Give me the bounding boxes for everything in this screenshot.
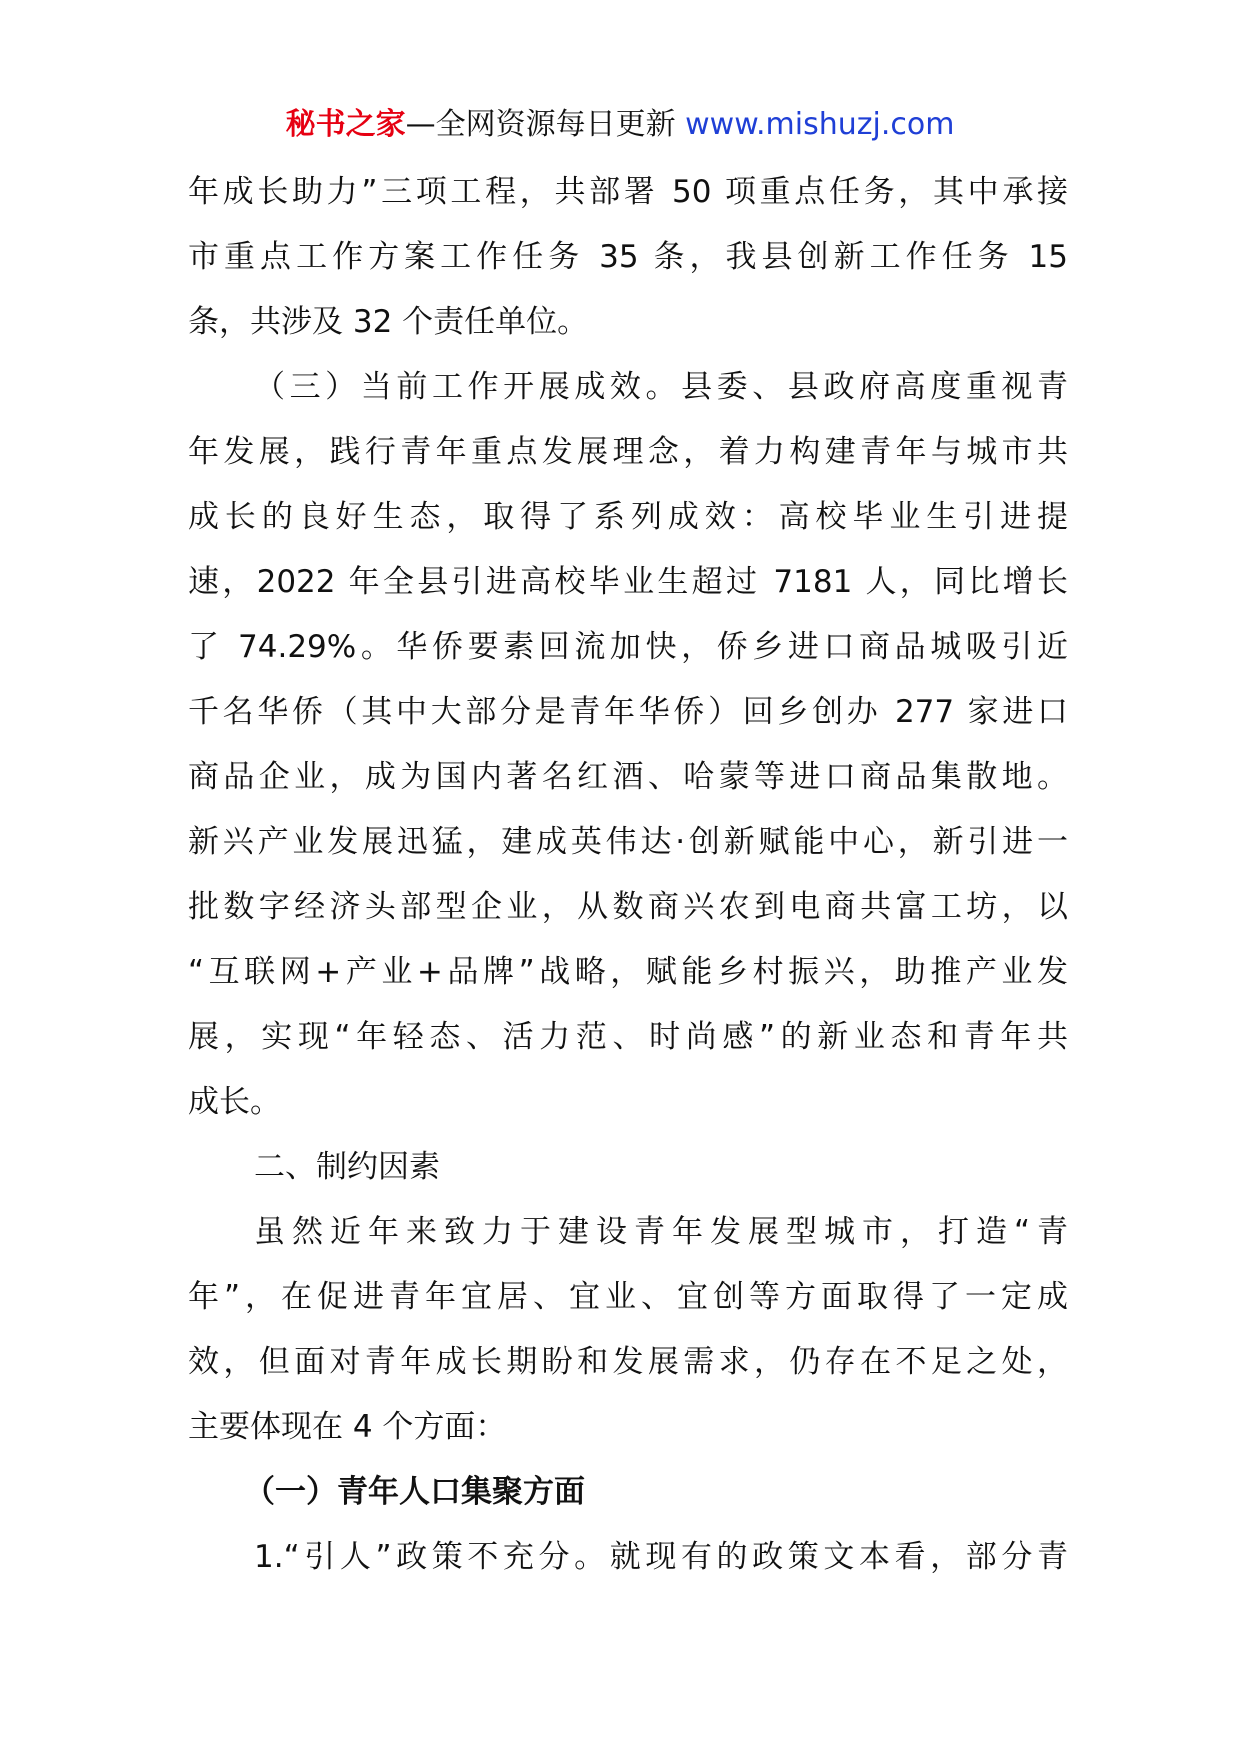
text-line: （三）当前工作开展成效。县委、县政府高度重视青 bbox=[254, 369, 1068, 405]
text-line: 新兴产业发展迅猛，建成英伟达·创新赋能中心，新引进一 bbox=[188, 824, 1068, 860]
subsection-heading: （一）青年人口集聚方面 bbox=[244, 1474, 585, 1510]
text-line: 商品企业，成为国内著名红酒、哈蒙等进口商品集散地。 bbox=[188, 759, 1068, 795]
body-text bbox=[188, 160, 1068, 1590]
header-url[interactable]: www.mishuzj.com bbox=[685, 107, 955, 142]
text-line: 速，2022 年全县引进高校毕业生超过 7181 人，同比增长 bbox=[188, 564, 1068, 600]
text-line: 展，实现“年轻态、活力范、时尚感”的新业态和青年共 bbox=[188, 1019, 1068, 1055]
text-line: 了 74.29%。华侨要素回流加快，侨乡进口商品城吸引近 bbox=[188, 629, 1068, 665]
text-line: 批数字经济头部型企业，从数商兴农到电商共富工坊，以 bbox=[188, 889, 1068, 925]
page-header bbox=[0, 100, 1240, 150]
text-line: 成长的良好生态，取得了系列成效：高校毕业生引进提 bbox=[188, 499, 1068, 535]
text-line: 年”，在促进青年宜居、宜业、宜创等方面取得了一定成 bbox=[188, 1279, 1068, 1315]
text-line: 成长。 bbox=[188, 1084, 281, 1120]
text-line: 效，但面对青年成长期盼和发展需求，仍存在不足之处， bbox=[188, 1344, 1068, 1380]
text-line: 1.“引人”政策不充分。就现有的政策文本看，部分青 bbox=[254, 1539, 1068, 1575]
text-line: 千名华侨（其中大部分是青年华侨）回乡创办 277 家进口 bbox=[188, 694, 1068, 730]
section-heading: 二、制约因素 bbox=[254, 1149, 440, 1185]
text-line: “互联网+产业+品牌”战略，赋能乡村振兴，助推产业发 bbox=[188, 954, 1068, 990]
text-line: 主要体现在 4 个方面： bbox=[188, 1409, 507, 1445]
header-tagline: —全网资源每日更新 bbox=[405, 107, 686, 142]
text-line: 虽然近年来致力于建设青年发展型城市，打造“青 bbox=[254, 1214, 1068, 1250]
text-line: 年成长助力”三项工程，共部署 50 项重点任务，其中承接 bbox=[188, 174, 1068, 210]
text-line: 年发展，践行青年重点发展理念，着力构建青年与城市共 bbox=[188, 434, 1068, 470]
text-line: 市重点工作方案工作任务 35 条，我县创新工作任务 15 bbox=[188, 239, 1068, 275]
header-brand: 秘书之家 bbox=[285, 107, 406, 142]
text-line: 条，共涉及 32 个责任单位。 bbox=[188, 304, 589, 340]
